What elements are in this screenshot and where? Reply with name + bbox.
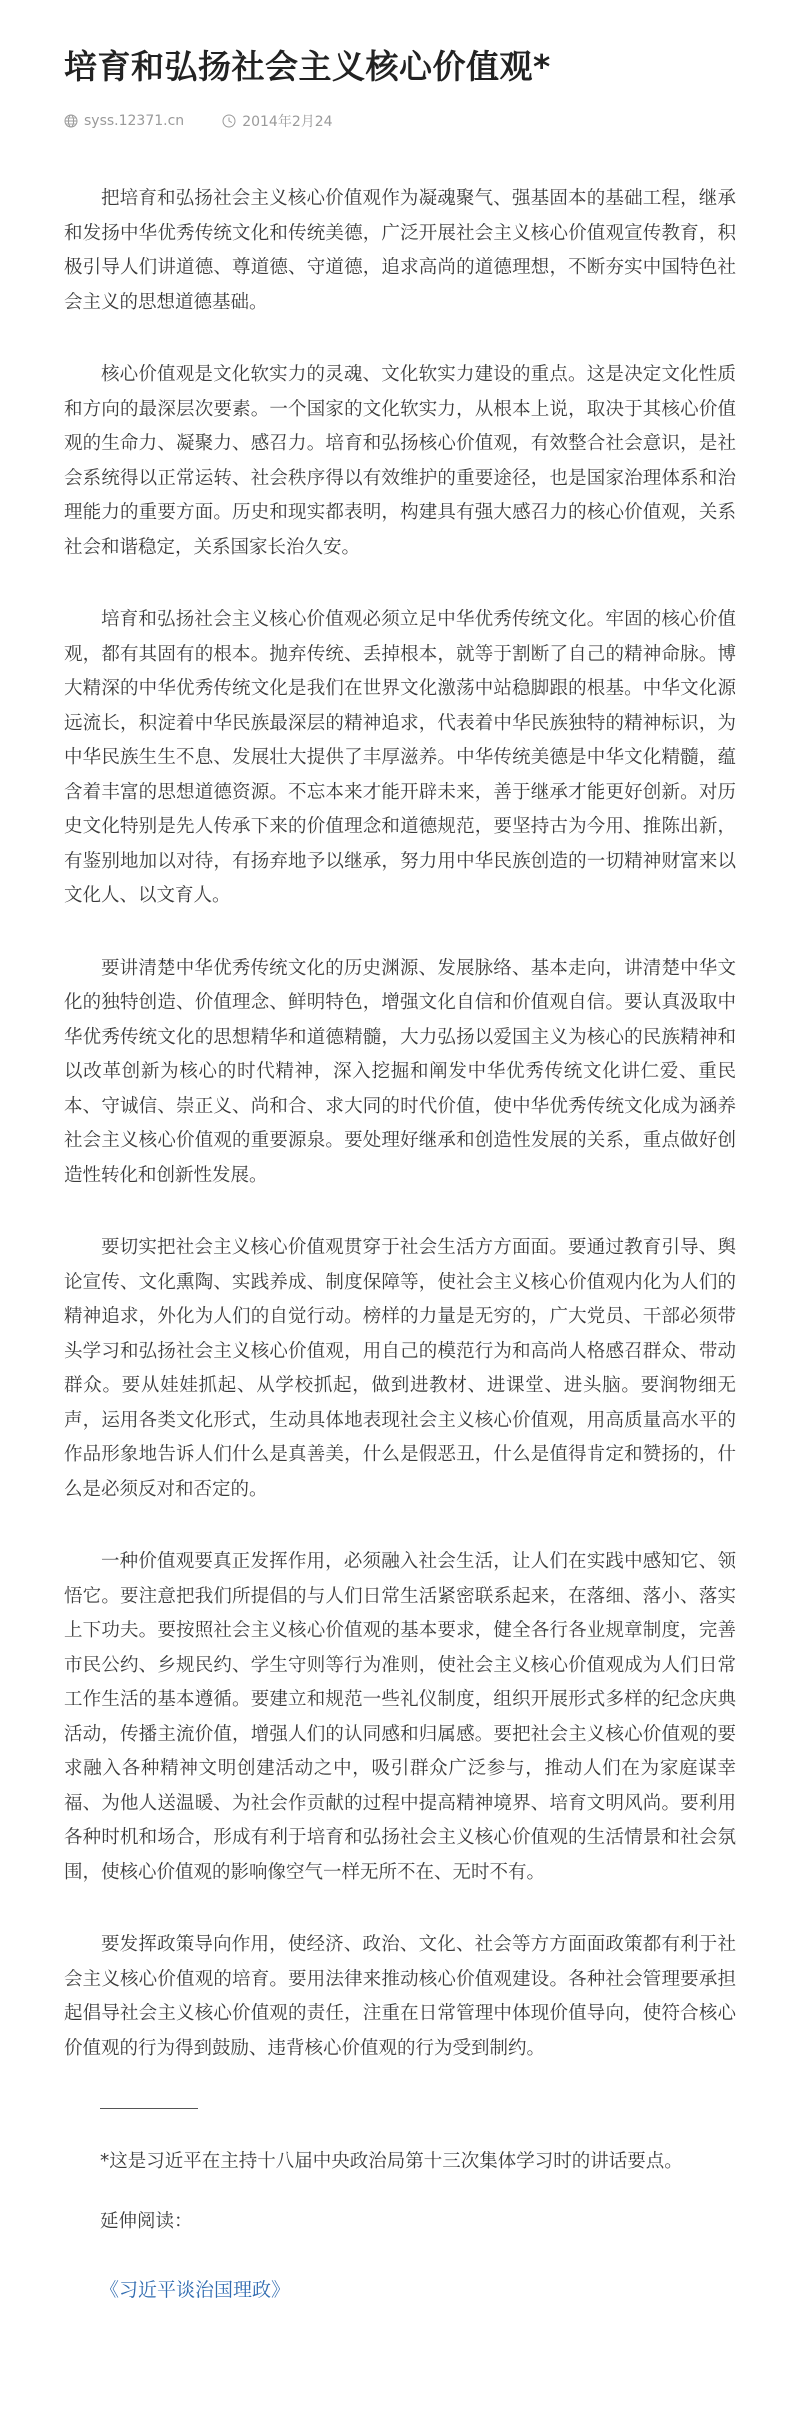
date-text: 2014年2月24 [242,114,333,130]
date-meta [222,111,332,131]
extended-reading-label: 延伸阅读： [100,2211,193,2232]
paragraph: 把培育和弘扬社会主义核心价值观作为凝魂聚气、强基固本的基础工程，继承和发扬中华优秀传统文化和传统美德，广泛开展社会主义核心价值观宣传教育，积极引导人们讲道德、尊道德、守道德，追求高尚的道德理想，不断夯实中国特色社会主义的思想道德基础。 [64,188,736,313]
book-link[interactable]: 《习近平谈治国理政》 [100,2279,291,2301]
source-text: syss.12371.cn [84,113,185,129]
paragraph: 培育和弘扬社会主义核心价值观必须立足中华优秀传统文化。牢固的核心价值观，都有其固有的根本。抛弃传统、丢掉根本，就等于割断了自己的精神命脉。博大精深的中华优秀传统文化是我们在世界文化激荡中站稳脚跟的根基。中华文化源远流长，积淀着中华民族最深层的精神追求，代表着中华民族独特的精神标识，为中华民族生生不息、发展壮大提供了丰厚滋养。中华传统美德是中华文化精髓，蕴含着丰富的思想道德资源。不忘本来才能开辟未来，善于继承才能更好创新。对历史文化特别是先人传承下来的价值理念和道德规范，要坚持古为今用、推陈出新，有鉴别地加以对待，有扬弃地予以继承，努力用中华民族创造的一切精神财富来以文化人、以文育人。 [64,609,736,906]
clock-icon [222,114,236,128]
globe-icon [64,114,78,128]
article-meta [64,110,736,132]
paragraph: 一种价值观要真正发挥作用，必须融入社会生活，让人们在实践中感知它、领悟它。要注意把我们所提倡的与人们日常生活紧密联系起来，在落细、落小、落实上下功夫。要按照社会主义核心价值观的基本要求，健全各行各业规章制度，完善市民公约、乡规民约、学生守则等行为准则，使社会主义核心价值观成为人们日常工作生活的基本遵循。要建立和规范一些礼仪制度，组织开展形式多样的纪念庆典活动，传播主流价值，增强人们的认同感和归属感。要把社会主义核心价值观的要求融入各种精神文明创建活动之中，吸引群众广泛参与，推动人们在为家庭谋幸福、为他人送温暖、为社会作贡献的过程中提高精神境界、培育文明风尚。要利用各种时机和场合，形成有利于培育和弘扬社会主义核心价值观的生活情景和社会氛围，使核心价值观的影响像空气一样无所不在、无时不有。 [64,1551,736,1883]
paragraph: 要发挥政策导向作用，使经济、政治、文化、社会等方方面面政策都有利于社会主义核心价值观的培育。要用法律来推动核心价值观建设。各种社会管理要承担起倡导社会主义核心价值观的责任，注重在日常管理中体现价值导向，使符合核心价值观的行为得到鼓励、违背核心价值观的行为受到制约。 [64,1934,736,2059]
source-meta [64,113,184,129]
paragraph: 要切实把社会主义核心价值观贯穿于社会生活方方面面。要通过教育引导、舆论宣传、文化熏陶、实践养成、制度保障等，使社会主义核心价值观内化为人们的精神追求，外化为人们的自觉行动。榜样的力量是无穷的，广大党员、干部必须带头学习和弘扬社会主义核心价值观，用自己的模范行为和高尚人格感召群众、带动群众。要从娃娃抓起、从学校抓起，做到进教材、进课堂、进头脑。要润物细无声，运用各类文化形式，生动具体地表现社会主义核心价值观，用高质量高水平的作品形象地告诉人们什么是真善美，什么是假恶丑，什么是值得肯定和赞扬的，什么是必须反对和否定的。 [64,1237,736,1500]
paragraph: 核心价值观是文化软实力的灵魂、文化软实力建设的重点。这是决定文化性质和方向的最深层次要素。一个国家的文化软实力，从根本上说，取决于其核心价值观的生命力、凝聚力、感召力。培育和弘扬核心价值观，有效整合社会意识，是社会系统得以正常运转、社会秩序得以有效维护的重要途径，也是国家治理体系和治理能力的重要方面。历史和现实都表明，构建具有强大感召力的核心价值观，关系社会和谐稳定，关系国家长治久安。 [64,364,736,558]
footnote: *这是习近平在主持十八届中央政治局第十三次集体学习时的讲话要点。 [100,2151,683,2172]
paragraph: 要讲清楚中华优秀传统文化的历史渊源、发展脉络、基本走向，讲清楚中华文化的独特创造、价值理念、鲜明特色，增强文化自信和价值观自信。要认真汲取中华优秀传统文化的思想精华和道德精髓，大力弘扬以爱国主义为核心的民族精神和以改革创新为核心的时代精神，深入挖掘和阐发中华优秀传统文化讲仁爱、重民本、守诚信、崇正义、尚和合、求大同的时代价值，使中华优秀传统文化成为涵养社会主义核心价值观的重要源泉。要处理好继承和创造性发展的关系，重点做好创造性转化和创新性发展。 [64,957,736,1186]
article-body [64,182,736,2066]
footnote-divider [100,2108,198,2109]
article-title: 培育和弘扬社会主义核心价值观* [64,47,551,86]
article [64,44,736,2307]
